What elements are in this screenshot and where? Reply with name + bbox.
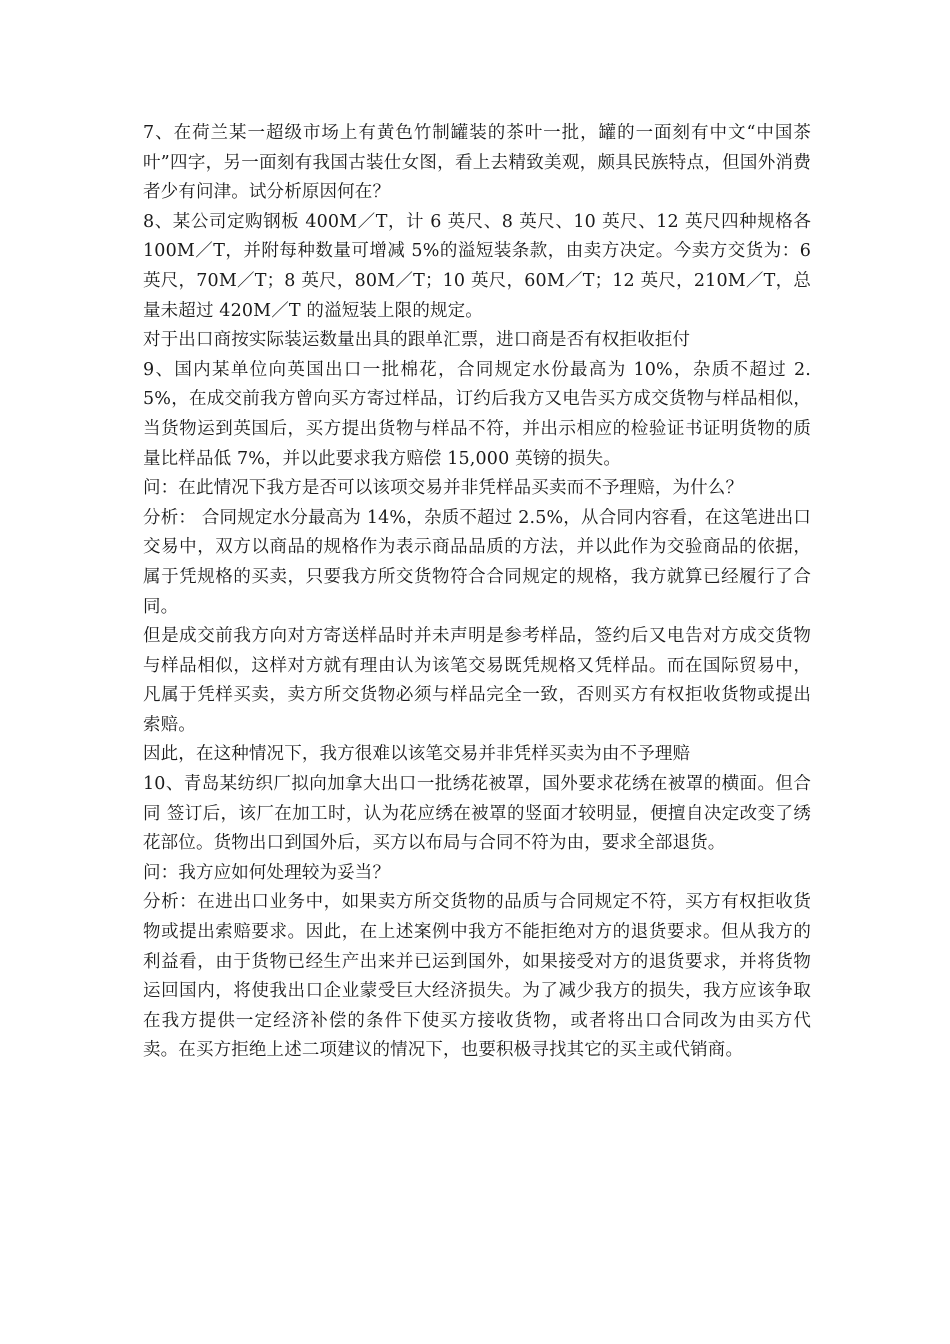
case-8-description: 8、某公司定购钢板 400M／T，计 6 英尺、8 英尺、10 英尺、12 英尺四种规格各 100M／T，并附每种数量可增减 5%的溢短装条款，由卖方决定。今卖方交货为：6 英尺，70M／T；8 英尺，80M／T；10 英尺，60M／T；12 英尺，210M／T，总量未超过 420M／T 的溢短装上限的规定。 — [143, 211, 811, 321]
case-9-analysis-part-2: 但是成交前我方向对方寄送样品时并未声明是参考样品，签约后又电告对方成交货物与样品相似，这样对方就有理由认为该笔交易既凭规格又凭样品。而在国际贸易中，凡属于凭样买卖，卖方所交货物必须与样品完全一致，否则买方有权拒收货物或提出索赔。 — [143, 626, 811, 735]
case-10-analysis: 分析：在进出口业务中，如果卖方所交货物的品质与合同规定不符，买方有权拒收货物或提出索赔要求。因此，在上述案例中我方不能拒绝对方的退货要求。但从我方的利益看，由于货物已经生产出来并已运到国外，如果接受对方的退货要求，并将货物运回国内，将使我出口企业蒙受巨大经济损失。为了减少我方的损失，我方应该争取在我方提供一定经济补偿的条件下使买方接收货物，或者将出口合同改为由买方代卖。在买方拒绝上述二项建议的情况下，也要积极寻找其它的买主或代销商。 — [143, 892, 811, 1061]
case-9-conclusion: 因此，在这种情况下，我方很难以该笔交易并非凭样买卖为由不予理赔 — [143, 744, 691, 765]
case-8-question: 对于出口商按实际装运数量出具的跟单汇票，进口商是否有权拒收拒付 — [143, 330, 691, 351]
case-9-question: 问：在此情况下我方是否可以该项交易并非凭样品买卖而不予理赔，为什么？ — [143, 478, 744, 499]
document-page — [143, 119, 811, 1066]
case-10-question: 问：我方应如何处理较为妥当？ — [143, 862, 391, 883]
case-9-description: 9、国内某单位向英国出口一批棉花，合同规定水份最高为 10%，杂质不超过 2.5%，在成交前我方曾向买方寄过样品，订约后我方又电告买方成交货物与样品相似，当货物运到英国后，买方提出货物与样品不符，并出示相应的检验证书证明货物的质量比样品低 7%，并以此要求我方赔偿 15,000 英镑的损失。 — [143, 359, 811, 469]
case-9-analysis-part-1: 分析： 合同规定水分最高为 14%，杂质不超过 2.5%，从合同内容看，在这笔进出口交易中，双方以商品的规格作为表示商品品质的方法，并以此作为交验商品的依据，属于凭规格的买卖，只要我方所交货物符合合同规定的规格，我方就算已经履行了合同。 — [143, 507, 811, 617]
case-10-description: 10、青岛某纺织厂拟向加拿大出口一批绣花被罩，国外要求花绣在被罩的横面。但合同 签订后，该厂在加工时，认为花应绣在被罩的竖面才较明显，便擅自决定改变了绣花部位。货物出口到国外后，买方以布局与合同不符为由，要求全部退货。 — [143, 774, 811, 854]
case-7-question: 7、在荷兰某一超级市场上有黄色竹制罐装的茶叶一批，罐的一面刻有中文“中国茶叶”四字，另一面刻有我国古装仕女图，看上去精致美观，颇具民族特点，但国外消费者少有问津。试分析原因何在？ — [143, 123, 811, 203]
